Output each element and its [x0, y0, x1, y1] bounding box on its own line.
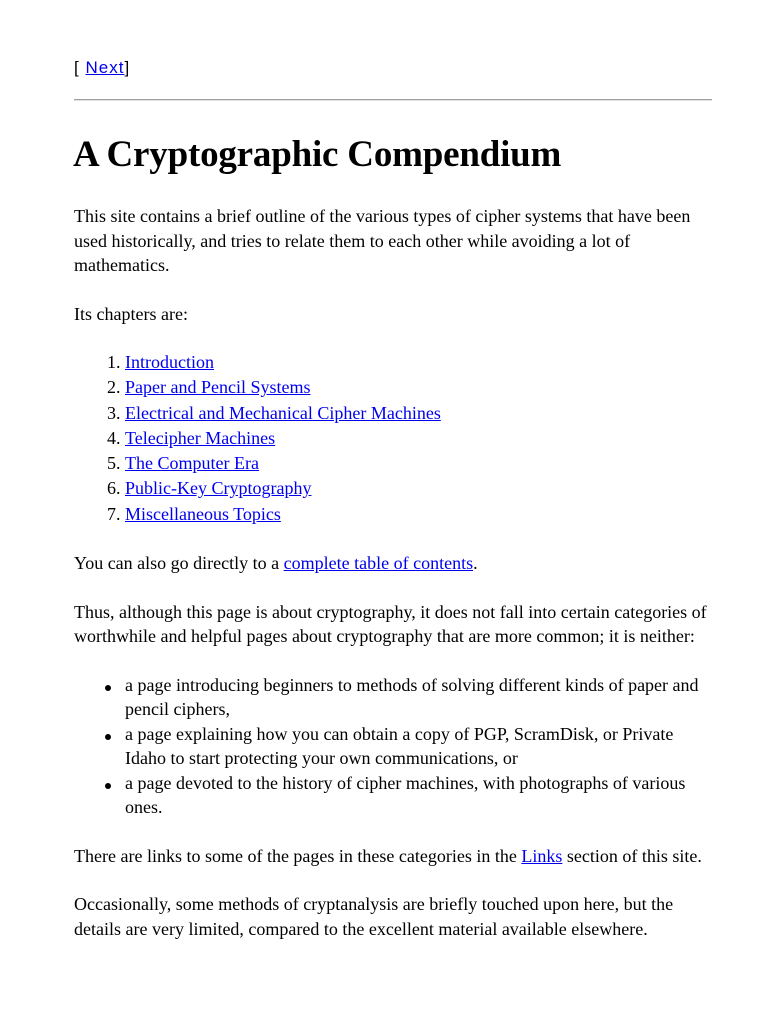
list-item: a page explaining how you can obtain a copy of PGP, ScramDisk, or Private Idaho to start protecting your own communications, or: [125, 722, 714, 771]
chapter-link-computer-era[interactable]: The Computer Era: [125, 453, 259, 474]
next-link[interactable]: Next: [85, 58, 125, 77]
chapters-heading: Its chapters are:: [74, 303, 188, 324]
list-item: [125, 451, 714, 476]
page-title: A Cryptographic Compendium: [73, 134, 562, 175]
list-item: a page devoted to the history of cipher machines, with photographs of various ones.: [125, 771, 714, 820]
horizontal-rule: [74, 99, 712, 101]
list-item: [125, 401, 714, 426]
list-item: [125, 350, 714, 375]
list-item: [125, 476, 714, 501]
links-text-before: There are links to some of the pages in these categories in the: [74, 845, 522, 866]
links-section-link[interactable]: Links: [521, 845, 563, 866]
table-of-contents-link[interactable]: complete table of contents: [283, 553, 474, 574]
nav-open-bracket: [: [74, 58, 80, 77]
occasionally-paragraph: Occasionally, some methods of cryptanalysis are briefly touched upon here, but the details are very limited, compared to the excellent material available elsewhere.: [74, 894, 674, 939]
neither-list: [74, 673, 714, 820]
top-navigation: [74, 58, 130, 78]
intro-paragraph: This site contains a brief outline of the various types of cipher systems that have been used historically, and tries to relate them to each other while avoiding a lot of mathematics.: [74, 206, 691, 275]
list-item: a page introducing beginners to methods of solving different kinds of paper and pencil ciphers,: [125, 673, 714, 722]
chapter-list: [74, 350, 714, 527]
thus-paragraph: Thus, although this page is about cryptography, it does not fall into certain categories of worthwhile and helpful pages about cryptography that are more common; it is neither:: [74, 601, 707, 647]
main-content: [74, 204, 714, 965]
nav-close-bracket: ]: [124, 58, 131, 77]
toc-text-after: .: [473, 553, 478, 574]
chapter-link-introduction[interactable]: Introduction: [125, 352, 214, 372]
chapter-link-miscellaneous[interactable]: Miscellaneous Topics: [125, 503, 281, 524]
list-item: [125, 502, 714, 527]
links-text-after: section of this site.: [562, 845, 702, 866]
links-paragraph: [74, 844, 714, 869]
chapter-link-cipher-machines[interactable]: Electrical and Mechanical Cipher Machines: [125, 402, 441, 423]
chapter-link-public-key[interactable]: Public-Key Cryptography: [125, 478, 312, 499]
toc-text-before: You can also go directly to a: [74, 553, 284, 574]
chapter-link-paper-and-pencil[interactable]: Paper and Pencil Systems: [125, 377, 311, 398]
list-item: [125, 375, 714, 400]
chapter-link-telecipher[interactable]: Telecipher Machines: [125, 427, 276, 448]
list-item: [125, 426, 714, 451]
toc-paragraph: [74, 551, 714, 576]
